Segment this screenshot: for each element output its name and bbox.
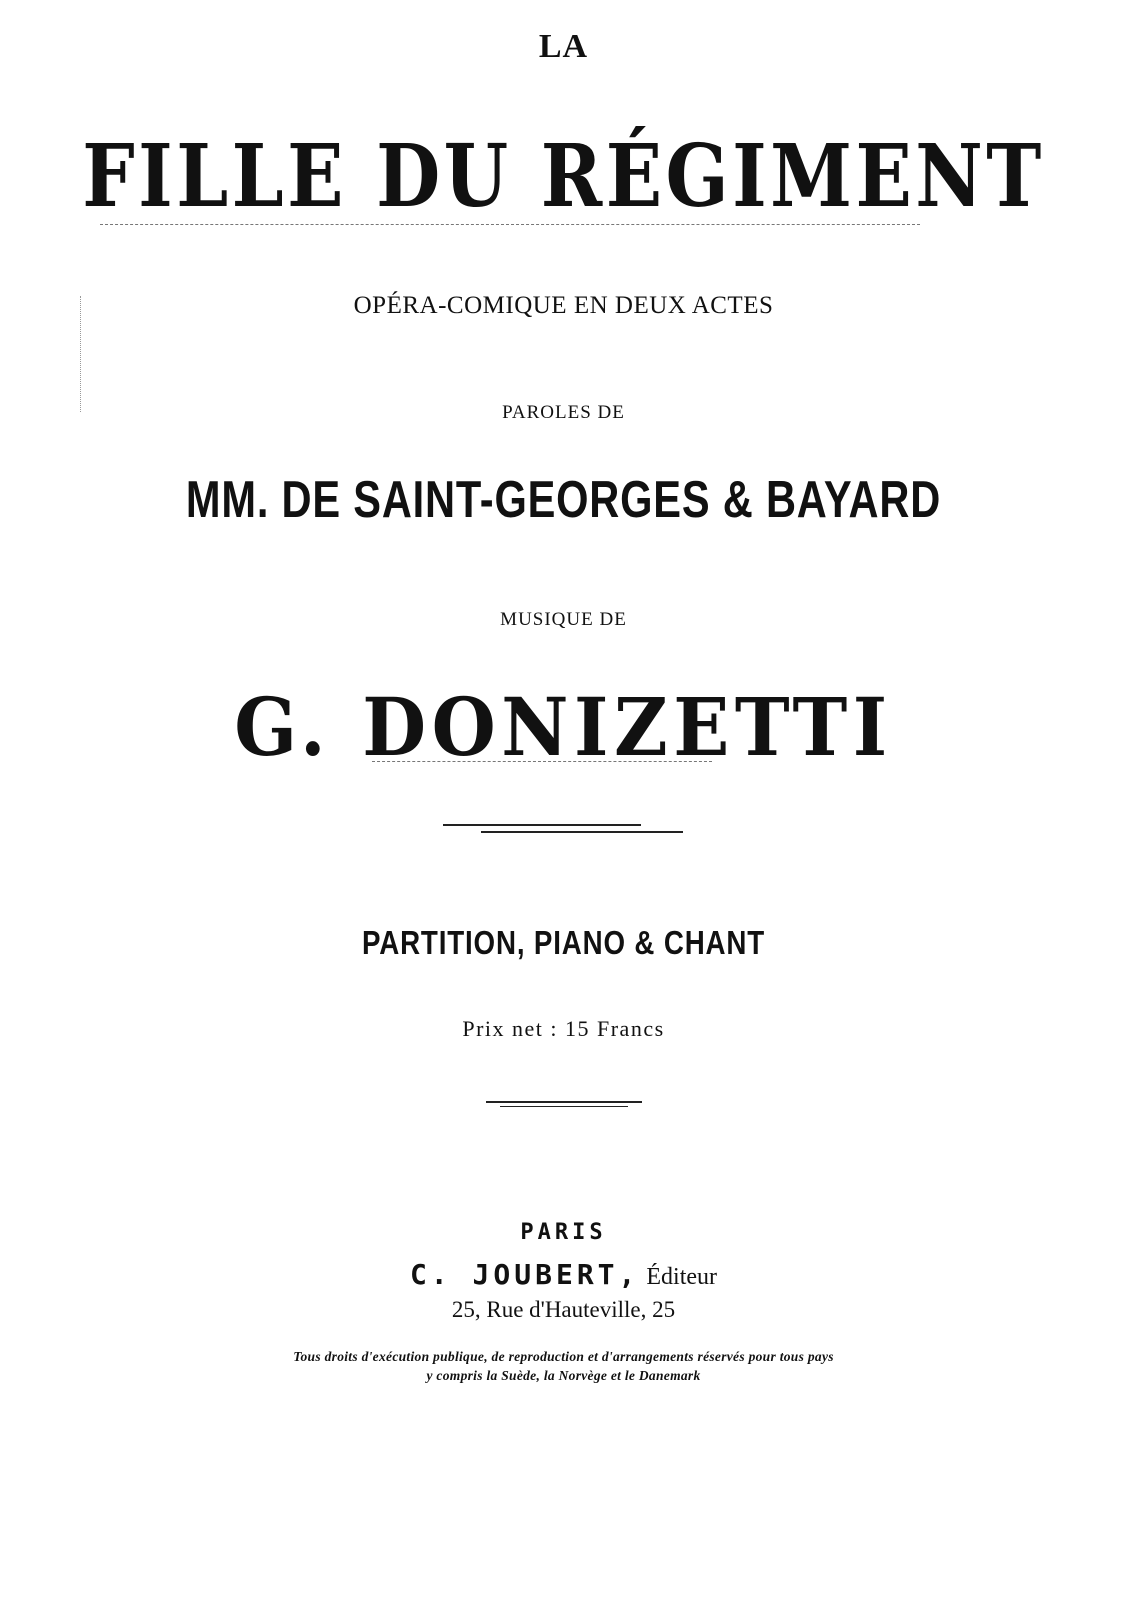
- divider-rule-bottom: [486, 1101, 642, 1103]
- opera-subtitle: OPÉRA-COMIQUE EN DEUX ACTES: [353, 292, 774, 319]
- divider-rule-top: [443, 824, 641, 826]
- opera-title: FILLE DU RÉGIMENT: [82, 126, 1045, 227]
- edition-format: PARTITION, PIANO & CHANT: [361, 924, 766, 961]
- title-underline: [100, 224, 920, 225]
- publisher-line: [0, 1258, 1127, 1292]
- rights-notice-line-2: y compris la Suède, la Norvège et le Danemark: [426, 1368, 701, 1383]
- publisher-city: PARIS: [520, 1220, 607, 1245]
- title-article: LA: [538, 28, 589, 65]
- publisher-role: Éditeur: [646, 1264, 718, 1290]
- divider-rule-bottom-lower: [500, 1106, 628, 1107]
- music-label: MUSIQUE DE: [500, 609, 627, 630]
- composer-underline: [372, 761, 712, 762]
- publisher-name: C. JOUBERT,: [409, 1258, 640, 1291]
- rights-notice-line-1: Tous droits d'exécution publique, de reproduction et d'arrangements réservés pour tous pays: [293, 1349, 834, 1364]
- lyrics-label: PAROLES DE: [502, 402, 625, 423]
- edition-price: Prix net : 15 Francs: [462, 1016, 665, 1041]
- divider-rule-top-lower: [481, 831, 683, 833]
- lyricists-names: MM. DE SAINT-GEORGES & BAYARD: [185, 471, 942, 529]
- publisher-address: 25, Rue d'Hauteville, 25: [451, 1297, 676, 1322]
- composer-name: G. DONIZETTI: [234, 680, 893, 774]
